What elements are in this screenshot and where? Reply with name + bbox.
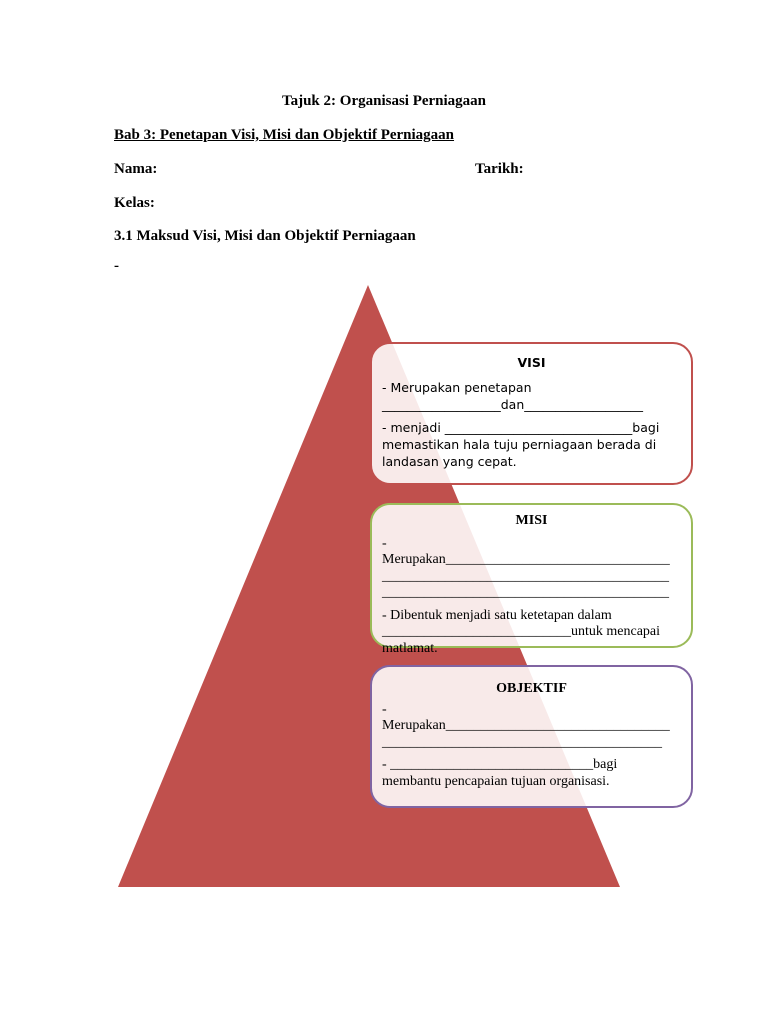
objektif-line: - _____________________________bagi <box>382 757 618 772</box>
misi-line: ___________________________untuk mencapai <box>382 624 661 639</box>
visi-line: memastikan hala tuju perniagaan berada di <box>382 437 657 452</box>
visi-title: VISI <box>517 355 546 370</box>
misi-line: - Dibentuk menjadi satu ketetapan dalam <box>382 607 612 623</box>
misi-title: MISI <box>515 513 548 528</box>
visi-box <box>370 342 693 485</box>
objektif-line: - <box>382 701 387 717</box>
name-label: Nama: <box>114 161 158 177</box>
page-title: Tajuk 2: Organisasi Perniagaan <box>281 93 487 109</box>
objektif-title: OBJEKTIF <box>496 681 567 696</box>
visi-line: ___________________dan___________________ <box>382 397 644 412</box>
visi-line: - Merupakan penetapan <box>382 380 532 395</box>
dash-bullet: - <box>114 258 119 274</box>
class-label: Kelas: <box>114 195 155 211</box>
visi-line: landasan yang cepat. <box>382 454 517 469</box>
section-title: 3.1 Maksud Visi, Misi dan Objektif Perniagaan <box>114 228 416 244</box>
objektif-line: membantu pencapaian tujuan organisasi. <box>382 773 610 789</box>
chapter-heading: Bab 3: Penetapan Visi, Misi dan Objektif Perniagaan <box>114 127 455 143</box>
objektif-line: ________________________________________ <box>382 734 662 750</box>
misi-line: _________________________________________ <box>382 568 669 584</box>
misi-box <box>370 503 693 656</box>
misi-line: _________________________________________ <box>382 585 669 600</box>
misi-line: Merupakan________________________________ <box>382 552 670 567</box>
date-label: Tarikh: <box>475 161 524 177</box>
misi-line: matlamat. <box>382 640 438 656</box>
objektif-box <box>370 665 693 808</box>
misi-line: - <box>382 535 387 551</box>
visi-line: - menjadi ______________________________bagi <box>382 420 660 435</box>
objektif-line: Merupakan________________________________ <box>382 718 670 733</box>
